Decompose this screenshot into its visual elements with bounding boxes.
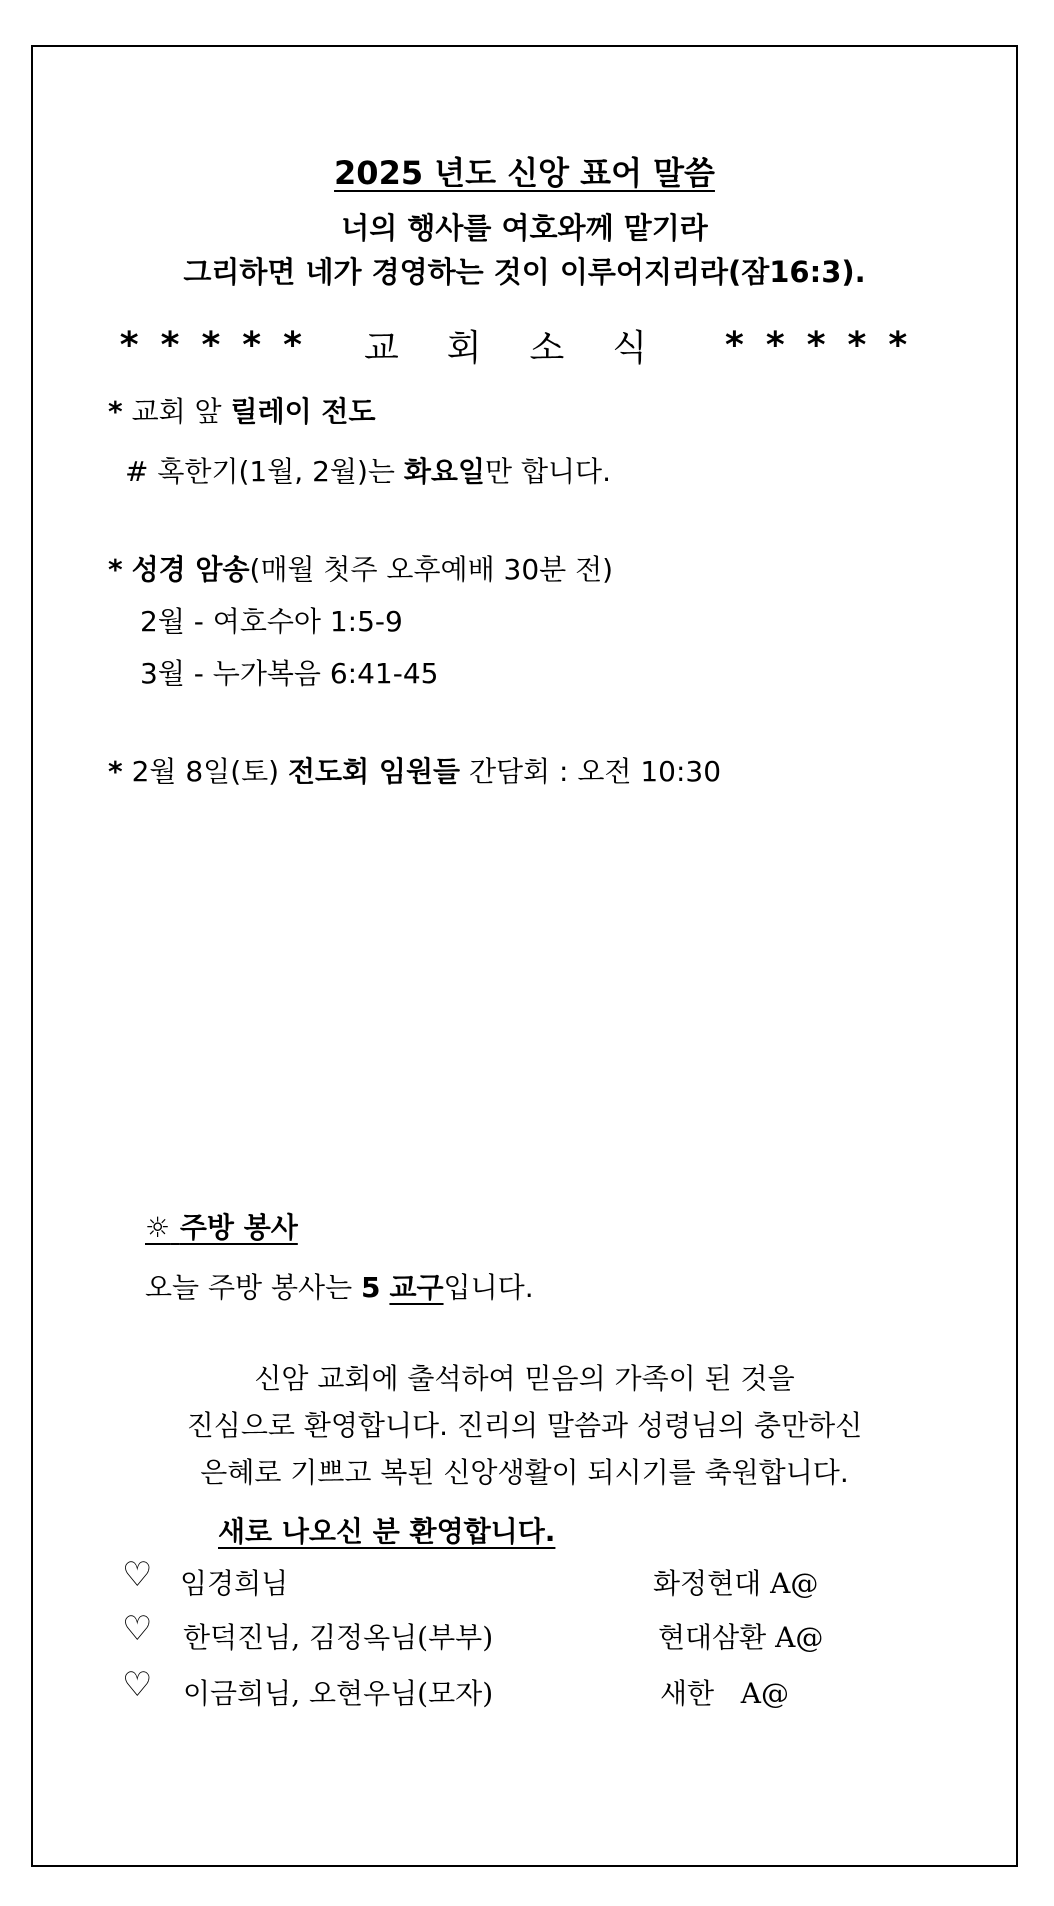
relay-evangelism-item: * 교회 앞 릴레이 전도 (108, 395, 376, 428)
bible-memorization-item: * 성경 암송(매월 첫주 오후예배 30분 전) (108, 553, 614, 586)
guest-address: 화정현대 A@ (653, 1567, 819, 1600)
heading-word: 교회소식 (363, 328, 696, 369)
guest-name: 이금희님, 오현우님(모자) (183, 1677, 494, 1710)
motto-verse-line1: 너의 행사를 여호와께 맡기라 (341, 211, 708, 245)
newcomers-title: 새로 나오신 분 환영합니다. (218, 1515, 556, 1548)
church-news-heading (31, 320, 1018, 371)
welcome-paragraph-line3: 은혜로 기쁘고 복된 신앙생활이 되시기를 축원합니다. (200, 1456, 849, 1489)
officers-meeting-item: * 2월 8일(토) 전도회 임원들 간담회 : 오전 10:30 (108, 755, 722, 788)
bullet: * (108, 553, 123, 586)
heart-icon: ♡ (122, 1555, 153, 1595)
heading-stars-left: ***** (119, 325, 324, 366)
heart-icon: ♡ (122, 1665, 153, 1705)
motto-verse-line2: 그리하면 네가 경영하는 것이 이루어지리라(잠16:3). (183, 255, 866, 289)
guest-address: 현대삼환 A@ (658, 1621, 824, 1654)
kitchen-service-text: 오늘 주방 봉사는 5 교구입니다. (145, 1271, 534, 1304)
welcome-paragraph-line1: 신암 교회에 출석하여 믿음의 가족이 된 것을 (254, 1362, 795, 1395)
heart-icon: ♡ (122, 1609, 153, 1649)
bullet: * (108, 755, 123, 788)
memorization-march: 3월 - 누가복음 6:41-45 (140, 657, 439, 690)
guest-name: 한덕진님, 김정옥님(부부) (183, 1621, 494, 1654)
guest-address: 새한 A@ (660, 1677, 790, 1710)
kitchen-service-title: ☼ 주방 봉사 (145, 1211, 298, 1244)
guest-row (122, 1665, 153, 1705)
welcome-paragraph-line2: 진심으로 환영합니다. 진리의 말씀과 성령님의 충만하신 (186, 1409, 863, 1442)
guest-row (122, 1609, 153, 1649)
guest-name: 임경희님 (180, 1567, 289, 1600)
heading-stars-right: ***** (725, 325, 930, 366)
sun-icon: ☼ (145, 1211, 171, 1244)
memorization-february: 2월 - 여호수아 1:5-9 (140, 605, 403, 638)
guest-row (122, 1555, 153, 1595)
bullet: * (108, 395, 123, 428)
motto-title: 2025 년도 신앙 표어 말씀 (334, 154, 715, 192)
relay-evangelism-note: # 혹한기(1월, 2월)는 화요일만 합니다. (125, 455, 611, 488)
